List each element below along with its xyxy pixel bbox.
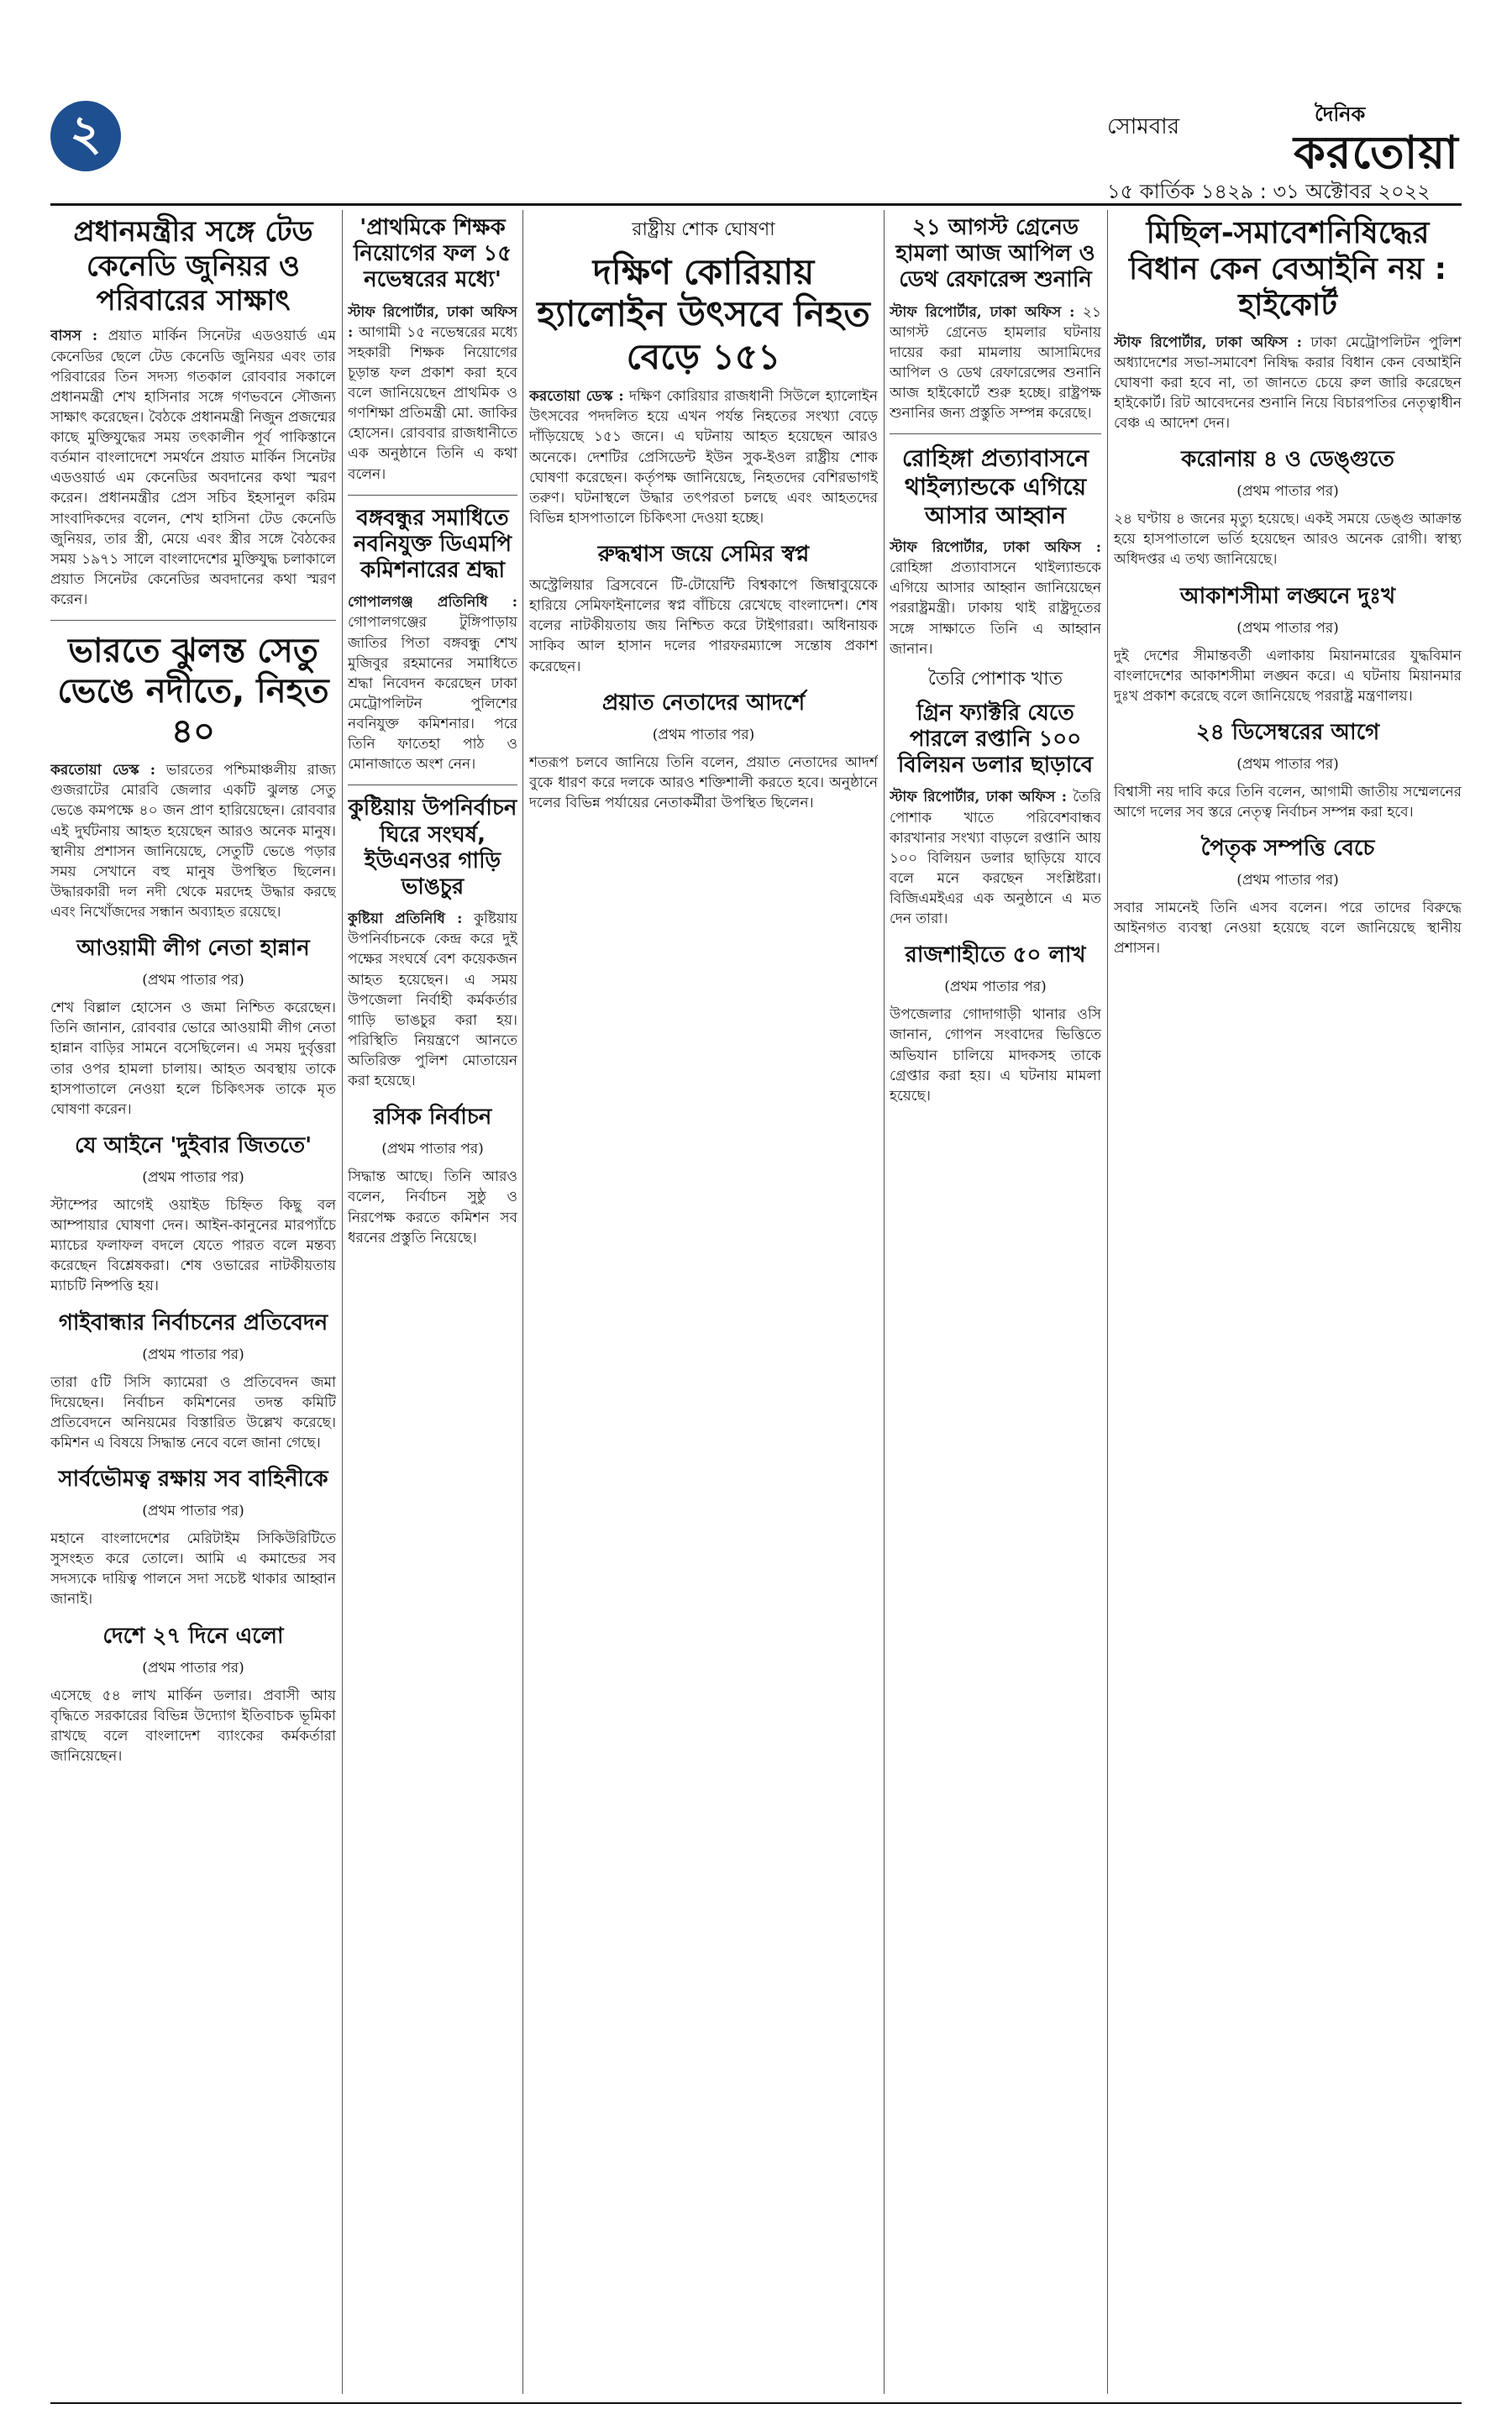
- headline-gaibandha: গাইবান্ধার নির্বাচনের প্রতিবেদন: [58, 1309, 328, 1336]
- article-body: মহানে বাংলাদেশের মেরিটাইম সিকিউরিটিতে সুসংহত করে তোলে। আমি এ কমান্ডের সব সদস্যকে দায়িত্ব পালনে সদা সচেষ্ট থাকার আহ্বান জানাই।: [50, 1529, 336, 1610]
- article-body: শতরূপ চলবে জানিয়ে তিনি বলেন, প্রয়াত নেতাদের আদর্শ বুকে ধারণ করে দলকে আরও শক্তিশালী করতে হবে। অনুষ্ঠানে দলের বিভিন্ন পর্যায়ের নেতাকর্মীরা উপস্থিত ছিলেন।: [529, 753, 878, 813]
- headline-remittance: দেশে ২৭ দিনে এলো: [102, 1623, 284, 1649]
- column-4: [890, 210, 1101, 2394]
- headline-rajshahi: রাজশাহীতে ৫০ লাখ: [905, 942, 1086, 968]
- newspaper-masthead: করতোয়া: [1294, 126, 1459, 179]
- article-body: দুই দেশের সীমান্তবর্তী এলাকায় মিয়ানমারের যুদ্ধবিমান বাংলাদেশের আকাশসীমা লঙ্ঘন করে। এ ঘটনায় মিয়ানমার দুঃখ প্রকাশ করেছে বলে জানিয়েছে পররাষ্ট্র মন্ত্রণালয়।: [1114, 646, 1462, 706]
- continued-label: (প্রথম পাতার পর): [142, 1503, 244, 1520]
- article-body: ২৪ ঘণ্টায় ৪ জনের মৃত্যু হয়েছে। একই সময়ে ডেঙ্গু আক্রান্ত হয়ে হাসপাতালে ভর্তি হয়েছেন আরও অনেক রোগী। স্বাস্থ্য অধিদপ্তর এ তথ্য জানিয়েছে।: [1114, 509, 1462, 569]
- article-body: কুষ্টিয়া প্রতিনিধি : কুষ্টিয়ায় উপনির্বাচনকে কেন্দ্র করে দুই পক্ষের সংঘর্ষে বেশ কয়েকজন আহত হয়েছেন। এ সময় উপজেলা নির্বাহী কর্মকর্তার গাড়ি ভাঙচুর করা হয়। পরিস্থিতি নিয়ন্ত্রণে আনতে অতিরিক্ত পুলিশ মোতায়েন করা হয়েছে।: [348, 909, 517, 1091]
- header-rule: [50, 203, 1462, 206]
- kicker-mourning: রাষ্ট্রীয় শোক ঘোষণা: [632, 219, 775, 240]
- kicker-rmg: তৈরি পোশাক খাত: [927, 668, 1063, 690]
- article-body: অস্ট্রেলিয়ার ব্রিসবেনে টি-টোয়েন্টি বিশ্বকাপে জিম্বাবুয়েকে হারিয়ে সেমিফাইনালের স্বপ্ন বাঁচিয়ে রেখেছে বাংলাদেশ। শেষ বলের নাটকীয়তায় জয় নিশ্চিত করে টাইগাররা। অধিনায়ক সাকিব আল হাসান দলের পারফরম্যান্সে সন্তোষ প্রকাশ করেছেন।: [529, 575, 878, 677]
- continued-label: (প্রথম পাতার পর): [142, 972, 244, 989]
- article-body: স্টাফ রিপোর্টার, ঢাকা অফিস : রোহিঙ্গা প্রত্যাবাসনে থাইল্যান্ডকে এগিয়ে আসার আহ্বান জানিয়েছেন পররাষ্ট্রমন্ত্রী। ঢাকায় থাই রাষ্ট্রদূতের সঙ্গে সাক্ষাতে তিনি এ আহ্বান জানান।: [890, 538, 1101, 659]
- headline-airspace: আকাশসীমা লঙ্ঘনে দুঃখ: [1179, 583, 1396, 609]
- headline-al-leader: আওয়ামী লীগ নেতা হান্নান: [76, 936, 310, 962]
- headline-two-wins: যে আইনে 'দুইবার জিততে': [74, 1132, 312, 1158]
- continued-label: (প্রথম পাতার পর): [1236, 483, 1339, 501]
- headline-pm-kennedy: প্রধানমন্ত্রীর সঙ্গে টেড কেনেডি জুনিয়র ও পরিবারের সাক্ষাৎ: [73, 215, 313, 318]
- continued-label: (প্রথম পাতার পর): [1236, 872, 1339, 890]
- column-divider: [342, 210, 343, 2394]
- headline-sovereignty: সার্বভৌমত্ব রক্ষায় সব বাহিনীকে: [58, 1467, 328, 1493]
- issue-date: ১৫ কার্তিক ১৪২৯ : ৩১ অক্টোবর ২০২২: [1107, 180, 1431, 203]
- masthead-prefix: দৈনিক: [1315, 102, 1366, 126]
- article-body: স্টাম্পের আগেই ওয়াইড চিহ্নিত কিছু বল আম্পায়ার ঘোষণা দেন। আইন-কানুনের মারপ্যাঁচে ম্যাচের ফলাফল বদলে যেতে পারত বলে মন্তব্য করেছেন বিশ্লেষকরা। শেষ ওভারের নাটকীয়তায় ম্যাচটি নিষ্পত্তি হয়।: [50, 1195, 336, 1297]
- column-1: [50, 210, 336, 2394]
- headline-india-bridge: ভারতে ঝুলন্ত সেতু ভেঙে নদীতে, নিহত ৪০: [57, 632, 329, 752]
- continued-label: (প্রথম পাতার পর): [652, 726, 755, 743]
- article-body: এসেছে ৫৪ লাখ মার্কিন ডলার। প্রবাসী আয় বৃদ্ধিতে সরকারের বিভিন্ন উদ্যোগ ইতিবাচক ভূমিকা রাখছে বলে বাংলাদেশ ব্যাংকের কর্মকর্তারা জানিয়েছেন।: [50, 1686, 336, 1767]
- headline-semi-dream: রুদ্ধশ্বাস জয়ে সেমির স্বপ্ন: [597, 542, 810, 568]
- headline-green-factory: গ্রিন ফ্যাক্টরি যেতে পারলে রপ্তানি ১০০ বিলিয়ন ডলার ছাড়াবে: [897, 700, 1094, 779]
- headline-kushtia-clash: কুষ্টিয়ায় উপনির্বাচন ঘিরে সংঘর্ষ, ইউএনওর গাড়ি ভাঙচুর: [348, 795, 517, 900]
- article-body: তারা ৫টি সিসি ক্যামেরা ও প্রতিবেদন জমা দিয়েছেন। নির্বাচন কমিশনের তদন্ত কমিটি প্রতিবেদনে অনিয়মের বিস্তারিত উল্লেখ করেছে। কমিশন এ বিষয়ে সিদ্ধান্ত নেবে বলে জানা গেছে।: [50, 1372, 336, 1454]
- continued-label: (প্রথম পাতার পর): [1236, 619, 1339, 637]
- weekday-label: সোমবার: [1107, 114, 1180, 139]
- headline-korea-halloween: দক্ষিণ কোরিয়ায় হ্যালোইন উৎসবে নিহত বেড়ে ১৫১: [537, 251, 870, 377]
- article-body: করতোয়া ডেস্ক : দক্ষিণ কোরিয়ার রাজধানী সিউলে হ্যালোইন উৎসবের পদদলিত হয়ে এখন পর্যন্ত নিহতের সংখ্যা বেড়ে দাঁড়িয়েছে ১৫১ জনে। এ ঘটনায় আহত হয়েছেন আরও অনেকে। দেশটির প্রেসিডেন্ট ইউন সুক-ইওল রাষ্ট্রীয় শোক ঘোষণা করেছেন। কর্তৃপক্ষ জানিয়েছে, নিহতদের বেশিরভাগই তরুণ। ঘটনাস্থলে উদ্ধার তৎপরতা চলছে এবং আহতদের বিভিন্ন হাসপাতালে চিকিৎসা দেওয়া হচ্ছে।: [529, 386, 878, 528]
- page-number-badge: ২: [50, 101, 121, 171]
- continued-label: (প্রথম পাতার পর): [142, 1168, 244, 1186]
- headline-august-21: ২১ আগস্ট গ্রেনেড হামলা আজ আপিল ও ডেথ রেফারেন্স শুনানি: [895, 215, 1095, 293]
- headline-ancestral-property: পৈতৃক সম্পত্তি বেচে: [1200, 836, 1375, 862]
- article-body: স্টাফ রিপোর্টার, ঢাকা অফিস : ২১ আগস্ট গ্রেনেড হামলার ঘটনায় দায়ের করা মামলায় আসামিদের আপিল ও ডেথ রেফারেন্সের শুনানি আজ হাইকোর্টে শুরু হচ্ছে। রাষ্ট্রপক্ষ শুনানির জন্য প্রস্তুতি সম্পন্ন করেছে।: [890, 302, 1101, 424]
- article-body: সবার সামনেই তিনি এসব বলেন। পরে তাদের বিরুদ্ধে আইনগত ব্যবস্থা নেওয়া হয়েছে বলে জানিয়েছে স্থানীয় প্রশাসন।: [1114, 898, 1462, 958]
- article-body: সিদ্ধান্ত আছে। তিনি আরও বলেন, নির্বাচন সুষ্ঠু ও নিরপেক্ষ করতে কমিশন সব ধরনের প্রস্তুতি নিয়েছে।: [348, 1167, 517, 1248]
- continued-label: (প্রথম পাতার পর): [944, 979, 1047, 996]
- article-body: স্টাফ রিপোর্টার, ঢাকা অফিস : ঢাকা মেট্রোপলিটন পুলিশ অধ্যাদেশের সভা-সমাবেশ নিষিদ্ধ করার বিধান কেন বেআইনি ঘোষণা করা হবে না, তা জানতে চেয়ে রুল জারি করেছেন হাইকোর্ট। রিট আবেদনের শুনানি নিয়ে বিচারপতির নেতৃত্বাধীন বেঞ্চ এ আদেশ দেন।: [1114, 333, 1462, 434]
- headline-covid-dengue: করোনায় ৪ ও ডেঙ্গুতে: [1181, 447, 1394, 473]
- continued-label: (প্রথম পাতার পর): [381, 1141, 484, 1158]
- article-body: বাসস : প্রয়াত মার্কিন সিনেটর এডওয়ার্ড এম কেনেডির ছেলে টেড কেনেডি জুনিয়র এবং তার পরিবারের তিন সদস্য গতকাল রোববার সকালে প্রধানমন্ত্রী শেখ হাসিনার সঙ্গে গণভবনে সৌজন্য সাক্ষাৎ করেছেন। বৈঠকে প্রধানমন্ত্রী নিজুন প্রজন্মের কাছে মুক্তিযুদ্ধের সময় তৎকালীন পূর্ব পাকিস্তানে বর্তমান বাংলাদেশে সমর্থনে প্রয়াত মার্কিন সিনেটর এডওয়ার্ড এম কেনেডির অবদানের কথা স্মরণ করেন। প্রধানমন্ত্রীর প্রেস সচিব ইহসানুল করিম সাংবাদিকদের বলেন, শেখ হাসিনা টেড কেনেডি জুনিয়র, তার স্ত্রী, মেয়ে এবং স্ত্রীর সঙ্গে বৈঠকের সময় ১৯৭১ সালে বাংলাদেশের মুক্তিযুদ্ধ চলাকালে প্রয়াত সিনেটর কেনেডির অবদানের কথা স্মরণ করেন।: [50, 326, 336, 610]
- column-5: [1114, 210, 1462, 2394]
- continued-label: (প্রথম পাতার পর): [142, 1346, 244, 1363]
- article-body: গোপালগঞ্জ প্রতিনিধি : গোপালগঞ্জের টুঙ্গিপাড়ায় জাতির পিতা বঙ্গবন্ধু শেখ মুজিবুর রহমানের সমাধিতে শ্রদ্ধা নিবেদন করেছেন ঢাকা মেট্রোপলিটন পুলিশের নবনিযুক্ত কমিশনার। পরে তিনি ফাতেহা পাঠ ও মোনাজাতে অংশ নেন।: [348, 592, 517, 774]
- article-body: স্টাফ রিপোর্টার, ঢাকা অফিস : আগামী ১৫ নভেম্বরের মধ্যে সহকারী শিক্ষক নিয়োগের চূড়ান্ত ফল প্রকাশ করা হবে বলে জানিয়েছেন প্রাথমিক ও গণশিক্ষা প্রতিমন্ত্রী মো. জাকির হোসেন। রোববার রাজধানীতে এক অনুষ্ঠানে তিনি এ কথা বলেন।: [348, 302, 517, 485]
- headline-december-24: ২৪ ডিসেম্বরের আগে: [1195, 719, 1380, 745]
- headline-teacher-recruitment: 'প্রাথমিকে শিক্ষক নিয়োগের ফল ১৫ নভেম্বরের মধ্যে': [353, 215, 512, 293]
- continued-label: (প্রথম পাতার পর): [1236, 755, 1339, 773]
- article-body: উপজেলার গোদাগাড়ী থানার ওসি জানান, গোপন সংবাদের ভিত্তিতে অভিযান চালিয়ে মাদকসহ তাকে গ্রেপ্তার করা হয়। এ ঘটনায় মামলা হয়েছে।: [890, 1005, 1101, 1106]
- article-body: বিশ্বাসী নয় দাবি করে তিনি বলেন, আগামী জাতীয় সম্মেলনের আগে দলের সব স্তরে নেতৃত্ব নির্বাচন সম্পন্ন করা হবে।: [1114, 782, 1462, 822]
- column-divider: [522, 210, 523, 2394]
- headline-late-leaders: প্রয়াত নেতাদের আদর্শে: [601, 690, 806, 716]
- column-3: [529, 210, 878, 2394]
- article-body: শেখ বিল্লাল হোসেন ও জমা নিশ্চিত করেছেন। তিনি জানান, রোববার ভোরে আওয়ামী লীগ নেতা হান্নান বাড়ির সামনে বসেছিলেন। এ সময় দুর্বৃত্তরা তার ওপর হামলা চালায়। আহত অবস্থায় তাকে হাসপাতালে নেওয়া হলে চিকিৎসক তাকে মৃত ঘোষণা করেন।: [50, 998, 336, 1120]
- column-2: [348, 210, 517, 2394]
- headline-rcc-election: রসিক নির্বাচন: [373, 1105, 492, 1131]
- article-body: স্টাফ রিপোর্টার, ঢাকা অফিস : তৈরি পোশাক খাতে পরিবেশবান্ধব কারখানার সংখ্যা বাড়লে রপ্তানি আয় ১০০ বিলিয়ন ডলার ছাড়িয়ে যাবে বলে মনে করছেন সংশ্লিষ্টরা। বিজিএমইএর এক অনুষ্ঠানে এ মত দেন তারা।: [890, 787, 1101, 929]
- headline-rohingya-thailand: রোহিঙ্গা প্রত্যাবাসনে থাইল্যান্ডকে এগিয়ে আসার আহ্বান: [901, 444, 1089, 529]
- footer-rule: [50, 2402, 1462, 2404]
- continued-label: (প্রথম পাতার পর): [142, 1659, 244, 1677]
- headline-dmp-tribute: বঙ্গবন্ধুর সমাধিতে নবনিযুক্ত ডিএমপি কমিশনারের শ্রদ্ধা: [353, 505, 512, 584]
- column-divider: [884, 210, 885, 2394]
- column-divider: [1107, 210, 1108, 2394]
- article-body: করতোয়া ডেস্ক : ভারতের পশ্চিমাঞ্চলীয় রাজ্য গুজরাটের মোরবি জেলার একটি ঝুলন্ত সেতু ভেঙে কমপক্ষে ৪০ জন প্রাণ হারিয়েছেন। রোববার এই দুর্ঘটনায় আহত হয়েছেন আরও অনেক মানুষ। স্থানীয় প্রশাসন জানিয়েছে, সেতুটি ভেঙে পড়ার সময় সেখানে বহু মানুষ উপস্থিত ছিলেন। উদ্ধারকারী দল নদী থেকে মরদেহ উদ্ধার করছে এবং নিখোঁজদের সন্ধান অব্যাহত রয়েছে।: [50, 760, 336, 922]
- headline-rally-ban: মিছিল-সমাবেশনিষিদ্ধের বিধান কেন বেআইনি নয় : হাইকোর্ট: [1128, 216, 1447, 323]
